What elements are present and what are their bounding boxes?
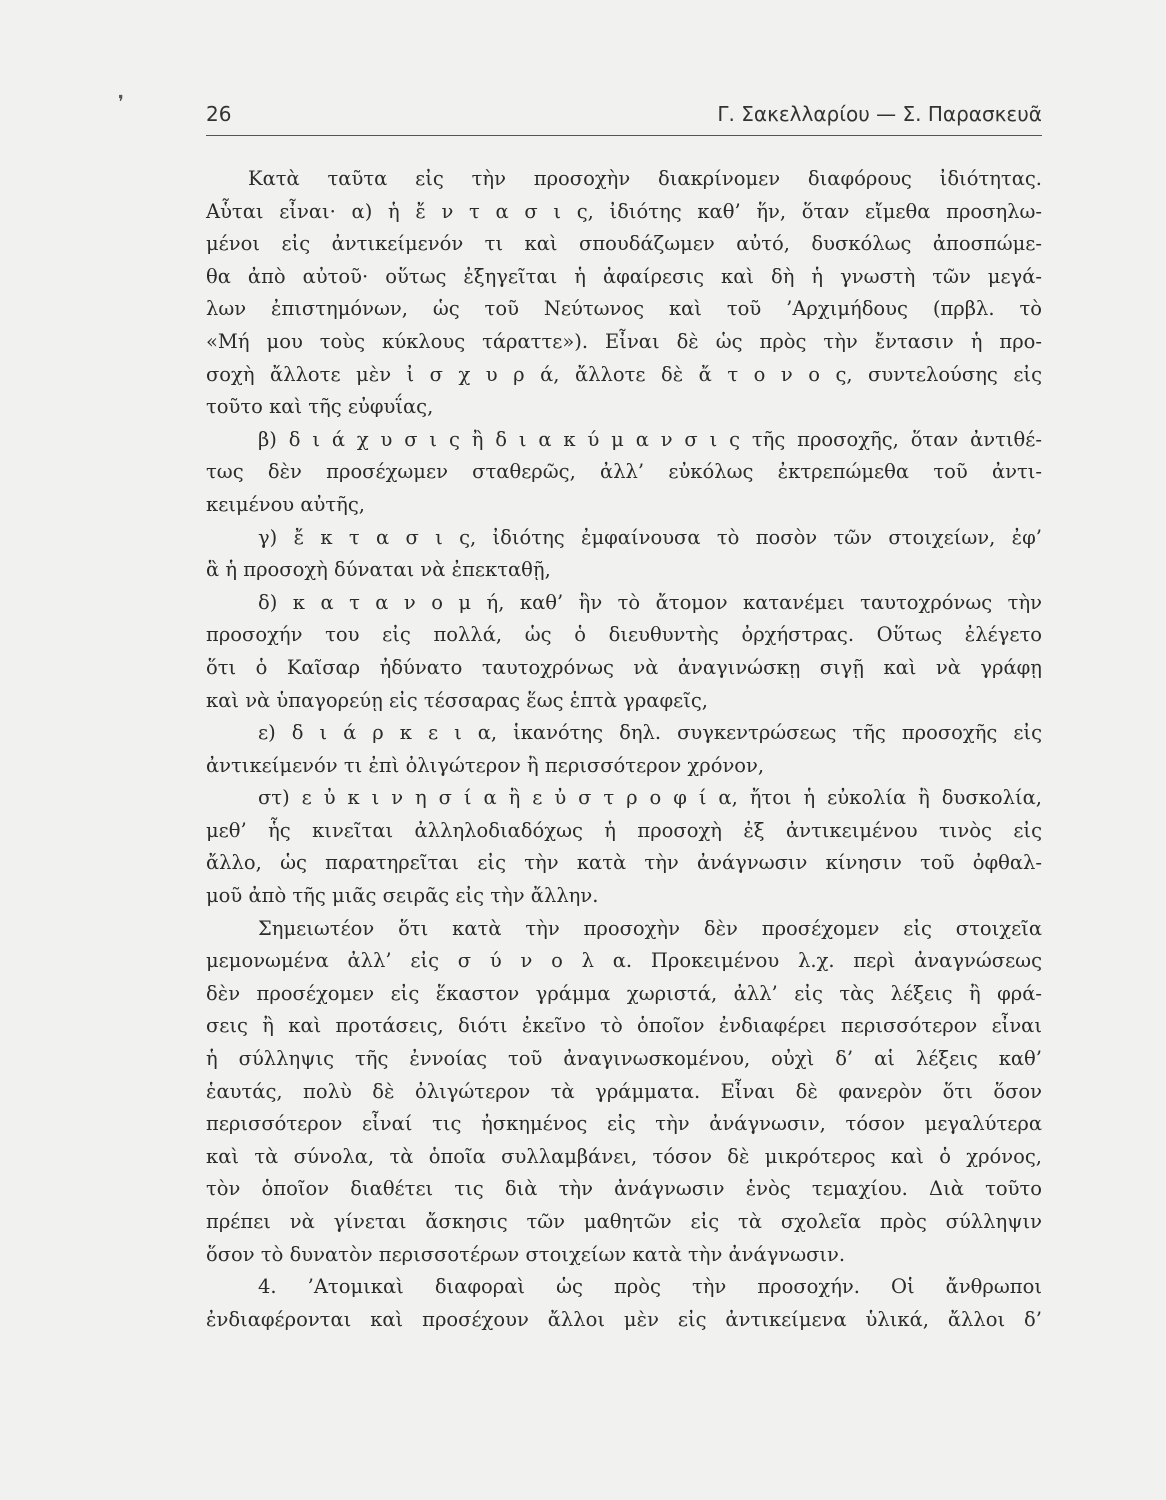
text-line: περισσότερον εἶναί τις ἠσκημένος εἰς τὴν ἀνάγνωσιν, τόσον μεγαλύτερα [206, 1112, 1042, 1136]
text-line: τοῦτο καὶ τῆς εὐφυΐας, [206, 395, 434, 419]
text-line: δὲν προσέχομεν εἰς ἕκαστον γράμμα χωριστά, ἀλλ’ εἰς τὰς λέξεις ἢ φρά- [206, 981, 1042, 1005]
text-line: σοχὴ ἄλλοτε μὲν ἰ σ χ υ ρ ά, ἄλλοτε δὲ ἄ τ ο ν ο ς, συντελούσης εἰς [206, 362, 1042, 386]
text-line: καὶ τὰ σύνολα, τὰ ὁποῖα συλλαμβάνει, τόσον δὲ μικρότερος καὶ ὁ χρόνος, [206, 1144, 1042, 1168]
text-line: τως δὲν προσέχωμεν σταθερῶς, ἀλλ’ εὐκόλως ἐκτρεπώμεθα τοῦ ἀντι- [206, 460, 1042, 484]
text-line: ἃ ἡ προσοχὴ δύναται νὰ ἐπεκταθῇ, [206, 558, 551, 582]
text-line: τὸν ὁποῖον διαθέτει τις διὰ τὴν ἀνάγνωσιν ἑνὸς τεμαχίου. Διὰ τοῦτο [206, 1177, 1042, 1201]
text-line: ε) δ ι ά ρ κ ε ι α, ἱκανότης δηλ. συγκεντρώσεως τῆς προσοχῆς εἰς [258, 721, 1042, 745]
text-line: πρέπει νὰ γίνεται ἄσκησις τῶν μαθητῶν εἰς τὰ σχολεῖα πρὸς σύλληψιν [206, 1210, 1042, 1233]
text-line: μεμονωμένα ἀλλ’ εἰς σ ύ ν ο λ α. Προκειμένου λ.χ. περὶ ἀναγνώσεως [206, 949, 1042, 973]
text-line: β) δ ι ά χ υ σ ι ς ἢ δ ι α κ ύ μ α ν σ ι ς τῆς προσοχῆς, ὅταν ἀντιθέ- [258, 427, 1042, 451]
text-line: μοῦ ἀπὸ τῆς μιᾶς σειρᾶς εἰς τὴν ἄλλην. [206, 884, 599, 908]
text-line: μένοι εἰς ἀντικείμενόν τι καὶ σπουδάζωμεν αὐτό, δυσκόλως ἀποσπώμε- [206, 232, 1042, 256]
text-line: «Μή μου τοὺς κύκλους τάραττε»). Εἶναι δὲ ὡς πρὸς τὴν ἔντασιν ἡ προ- [206, 329, 1042, 353]
text-line: ἑαυτάς, πολὺ δὲ ὀλιγώτερον τὰ γράμματα. Εἶναι δὲ φανερὸν ὅτι ὅσον [206, 1079, 1042, 1103]
text-line: Σημειωτέον ὅτι κατὰ τὴν προσοχὴν δὲν προσέχομεν εἰς στοιχεῖα [258, 916, 1042, 940]
header-rule [206, 135, 1042, 136]
text-line: ὅτι ὁ Καῖσαρ ἠδύνατο ταυτοχρόνως νὰ ἀναγινώσκῃ σιγῇ καὶ νὰ γράφῃ [206, 655, 1042, 679]
text-line: γ) ἔ κ τ α σ ι ς, ἰδιότης ἐμφαίνουσα τὸ ποσὸν τῶν στοιχείων, ἐφ’ [258, 525, 1042, 549]
running-head: Γ. Σακελλαρίου — Σ. Παρασκευᾶ [717, 102, 1042, 126]
text-line: κειμένου αὐτῆς, [206, 492, 365, 516]
text-line: δ) κ α τ α ν ο μ ή, καθ’ ἣν τὸ ἄτομον κατανέμει ταυτοχρόνως τὴν [258, 590, 1042, 614]
text-line: 4. ’Ατομικαὶ διαφοραὶ ὡς πρὸς τὴν προσοχήν. Οἱ ἄνθρωποι [258, 1275, 1042, 1299]
page-header [206, 100, 1042, 132]
text-line: στ) ε ὐ κ ι ν η σ ί α ἢ ε ὐ σ τ ρ ο φ ί α, ἤτοι ἡ εὐκολία ἢ δυσκολία, [258, 786, 1042, 810]
text-line: λων ἐπιστημόνων, ὡς τοῦ Νεύτωνος καὶ τοῦ ’Αρχιμήδους (πρβλ. τὸ [206, 297, 1042, 321]
text-line: θα ἀπὸ αὐτοῦ· οὕτως ἐξηγεῖται ἡ ἀφαίρεσις καὶ δὴ ἡ γνωστὴ τῶν μεγά- [206, 264, 1042, 288]
text-line: ἐνδιαφέρονται καὶ προσέχουν ἄλλοι μὲν εἰς ἀντικείμενα ὑλικά, ἄλλοι δ’ [206, 1307, 1042, 1331]
text-line: καὶ νὰ ὑπαγορεύῃ εἰς τέσσαρας ἕως ἑπτὰ γραφεῖς, [206, 688, 708, 712]
text-line: μεθ’ ἧς κινεῖται ἀλληλοδιαδόχως ἡ προσοχὴ ἐξ ἀντικειμένου τινὸς εἰς [206, 818, 1042, 842]
body-text [206, 163, 1042, 1336]
text-line: προσοχήν του εἰς πολλά, ὡς ὁ διευθυντὴς ὀρχήστρας. Οὕτως ἐλέγετο [206, 623, 1042, 647]
page-number: 26 [206, 102, 232, 126]
text-line: ἄλλο, ὡς παρατηρεῖται εἰς τὴν κατὰ τὴν ἀνάγνωσιν κίνησιν τοῦ ὀφθαλ- [206, 851, 1042, 875]
text-line: Αὗται εἶναι· α) ἡ ἔ ν τ α σ ι ς, ἰδιότης καθ’ ἥν, ὅταν εἴμεθα προσηλω- [206, 199, 1042, 223]
text-line: Κατὰ ταῦτα εἰς τὴν προσοχὴν διακρίνομεν διαφόρους ἰδιότητας. [248, 167, 1042, 190]
text-line: ἀντικείμενόν τι ἐπὶ ὀλιγώτερον ἢ περισσότερον χρόνον, [206, 753, 765, 777]
text-line: ἡ σύλληψις τῆς ἐννοίας τοῦ ἀναγινωσκομένου, οὐχὶ δ’ αἱ λέξεις καθ’ [206, 1047, 1042, 1071]
text-line: ὅσον τὸ δυνατὸν περισσοτέρων στοιχείων κατὰ τὴν ἀνάγνωσιν. [206, 1242, 846, 1266]
margin-mark: ❜ [118, 92, 124, 113]
text-line: σεις ἢ καὶ προτάσεις, διότι ἐκεῖνο τὸ ὁποῖον ἐνδιαφέρει περισσότερον εἶναι [206, 1014, 1042, 1038]
